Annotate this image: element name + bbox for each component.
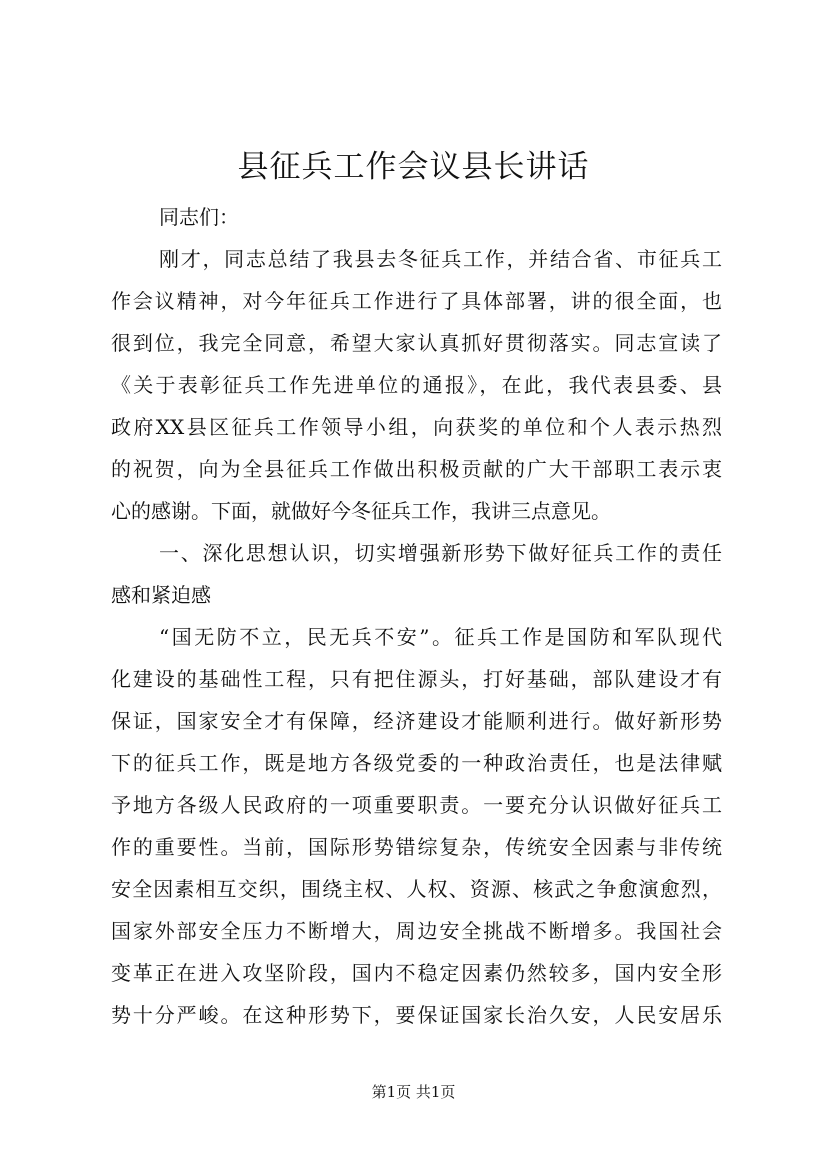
section-heading-line: 一、深化思想认识，切实增强新形势下做好征兵工作的责任: [159, 541, 722, 565]
paragraph-line: 的祝贺，向为全县征兵工作做出积极贡献的广大干部职工表示衷: [111, 457, 722, 481]
paragraph-line: 作会议精神，对今年征兵工作进行了具体部署，讲的很全面，也: [111, 289, 722, 313]
paragraph-line: 很到位，我完全同意，希望大家认真抓好贯彻落实。同志宣读了: [111, 331, 722, 355]
paragraph-line: 《关于表彰征兵工作先进单位的通报》，在此，我代表县委、县: [111, 373, 722, 397]
paragraph-line: 心的感谢。下面，就做好今冬征兵工作，我讲三点意见。: [111, 499, 611, 523]
paragraph-line: 政府XX县区征兵工作领导小组，向获奖的单位和个人表示热烈: [111, 415, 722, 439]
paragraph-line: 国家外部安全压力不断增大，周边安全挑战不断增多。我国社会: [111, 919, 722, 943]
paragraph-line: 下的征兵工作，既是地方各级党委的一种政治责任，也是法律赋: [111, 751, 722, 775]
paragraph-line: 安全因素相互交织，围绕主权、人权、资源、核武之争愈演愈烈，: [111, 877, 722, 901]
paragraph-line: 予地方各级人民政府的一项重要职责。一要充分认识做好征兵工: [111, 793, 722, 817]
page-number-footer: 第1页 共1页: [371, 1083, 456, 1101]
paragraph-line: 作的重要性。当前，国际形势错综复杂，传统安全因素与非传统: [111, 835, 722, 859]
document-title: 县征兵工作会议县长讲话: [237, 149, 590, 185]
paragraph-line: “国无防不立，民无兵不安”。征兵工作是国防和军队现代: [159, 625, 722, 649]
paragraph-line: 变革正在进入攻坚阶段，国内不稳定因素仍然较多，国内安全形: [111, 961, 722, 985]
paragraph-line: 刚才，同志总结了我县去冬征兵工作，并结合省、市征兵工: [159, 247, 722, 271]
paragraph-line: 势十分严峻。在这种形势下，要保证国家长治久安，人民安居乐: [111, 1003, 722, 1027]
section-heading-line: 感和紧迫感: [111, 583, 211, 607]
paragraph-line: 化建设的基础性工程，只有把住源头，打好基础，部队建设才有: [111, 667, 722, 691]
greeting: 同志们：: [159, 205, 239, 229]
paragraph-line: 保证，国家安全才有保障，经济建设才能顺利进行。做好新形势: [111, 709, 722, 733]
